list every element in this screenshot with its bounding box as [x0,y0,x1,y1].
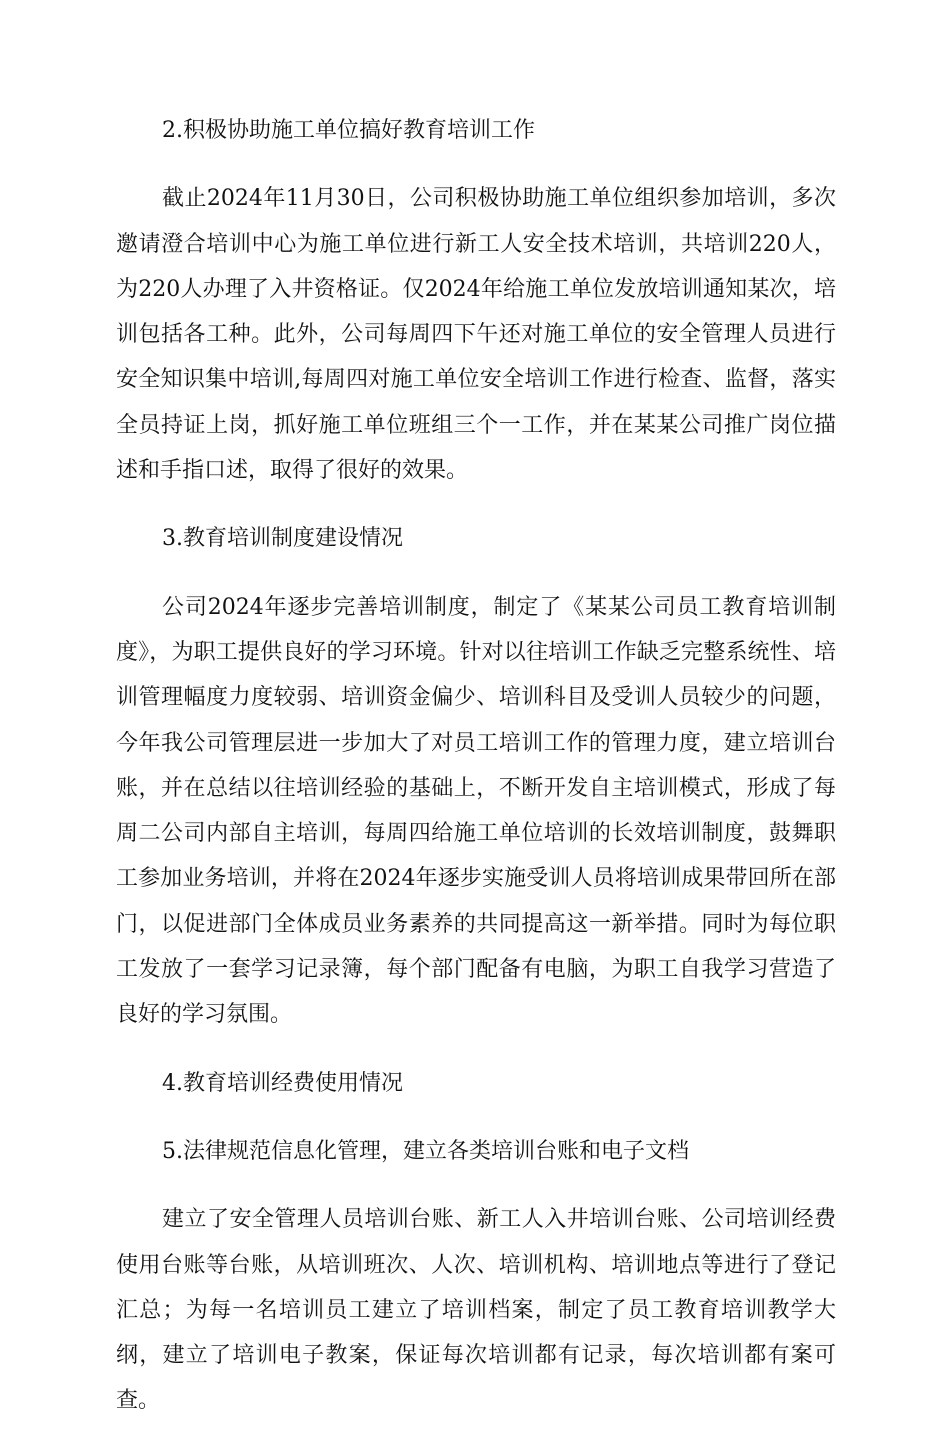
paragraph-training-assistance: 截止2024年11月30日，公司积极协助施工单位组织参加培训，多次邀请澄合培训中心为施工单位进行新工人安全技术培训，共培训220人，为220人办理了入井资格证。仅2024年给施工单位发放培训通知某次，培训包括各工种。此外，公司每周四下午还对施工单位的安全管理人员进行安全知识集中培训,每周四对施工单位安全培训工作进行检查、监督，落实全员持证上岗，抓好施工单位班组三个一工作，并在某某公司推广岗位描述和手指口述，取得了很好的效果。 [116,186,836,484]
section-heading-2: 2.积极协助施工单位搞好教育培训工作 [162,118,535,143]
paragraph-training-system: 公司2024年逐步完善培训制度，制定了《某某公司员工教育培训制度》，为职工提供良好的学习环境。针对以往培训工作缺乏完整系统性、培训管理幅度力度较弱、培训资金偏少、培训科目及受训人员较少的问题，今年我公司管理层进一步加大了对员工培训工作的管理力度，建立培训台账，并在总结以往培训经验的基础上，不断开发自主培训模式，形成了每周二公司内部自主培训，每周四给施工单位培训的长效培训制度，鼓舞职工参加业务培训，并将在2024年逐步实施受训人员将培训成果带回所在部门，以促进部门全体成员业务素养的共同提高这一新举措。同时为每位职工发放了一套学习记录簿，每个部门配备有电脑，为职工自我学习营造了良好的学习氛围。 [116,594,836,1028]
section-heading-3: 3.教育培训制度建设情况 [162,526,403,552]
paragraph-training-records: 建立了安全管理人员培训台账、新工人入井培训台账、公司培训经费使用台账等台账，从培训班次、人次、培训机构、培训地点等进行了登记汇总；为每一名培训员工建立了培训档案，制定了员工教育培训教学大纲，建立了培训电子教案，保证每次培训都有记录，每次培训都有案可查。 [116,1207,836,1414]
section-heading-5: 5.法律规范信息化管理，建立各类培训台账和电子文档 [162,1138,689,1164]
section-heading-4: 4.教育培训经费使用情况 [162,1070,403,1096]
document-page [116,108,836,1447]
